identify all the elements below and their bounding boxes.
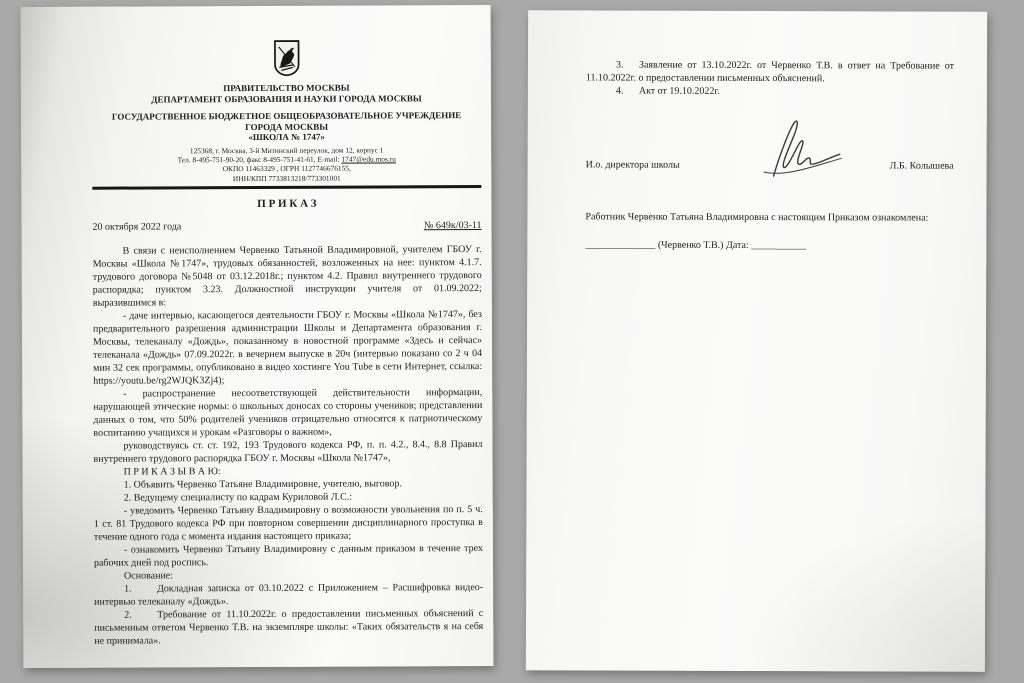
basis-item-4 [586, 84, 954, 98]
letterhead-inn-kpp: ИНН/КПП 7733813218/773301001 [232, 173, 341, 183]
basis-item-1 [94, 581, 483, 609]
letterhead-address: 125368, г. Москва, 3-й Митинский переулок, дом 12, корпус 1 [189, 144, 384, 155]
basis-item-4-number: 4. [615, 85, 624, 97]
document-page-1 [21, 5, 494, 668]
document-number: № 649к/03-11 [423, 219, 482, 231]
letterhead [92, 5, 482, 189]
signature-row [586, 159, 954, 171]
signatory-role: И.о. директора школы [585, 159, 680, 171]
document-date: 20 октября 2022 года [92, 220, 182, 233]
basis-item-3-text: Заявление от 13.10.2022г. от Червенко Т.В. в ответ на Требование от 11.10.2022г. о предоставлении письменных объяснений. [585, 59, 954, 85]
document-meta-row [92, 220, 481, 233]
letterhead-government-line1: ПРАВИТЕЛЬСТВО МОСКВЫ [223, 82, 350, 94]
paragraph-familiarize: - ознакомить Червенко Татьяну Владимировну с данным приказом в течение трех рабочих дней под роспись. [93, 542, 483, 569]
paragraph-preamble: В связи с неисполнением Червенко Татьяной Владимировной, учителем ГБОУ г. Москвы «Школа №1747», трудовых обязанностей, возложенных на нее: пунктом 4.1.7. трудового договора №5048 от 03.12.2018г.; пунктом 4.2. Правил внутреннего трудового распорядка; пунктом 3.23. Должностной инструкции учителя от 01.09.2022; выразившимся в: [92, 243, 482, 309]
paragraph-order-item-2: 2. Ведущему специалисту по кадрам Куриловой Л.С.: [123, 491, 353, 504]
letterhead-email: 1747@edu.mos.ru [341, 154, 396, 164]
basis-list-continued [586, 10, 954, 98]
basis-item-2-text: Требование от 11.10.2022г. о предоставлении письменных объяснений с письменным ответом Червенко Т.В. на экземпляре школы: «Таких обязательств я на себя не принимала». [94, 607, 484, 647]
letterhead-phone-fax: Тел. 8-495-751-90-20, факс 8-495-751-41-61, E-mail: [177, 154, 342, 165]
letterhead-org-line2: ГОРОДА МОСКВЫ [245, 121, 329, 132]
page-1-content [92, 5, 484, 647]
basis-item-3-number: 3. [615, 59, 624, 71]
moscow-coat-of-arms-icon [92, 39, 481, 81]
handwritten-signature [746, 114, 846, 184]
letterhead-divider [92, 185, 481, 189]
signatory-name: Л.Б. Колышева [889, 160, 954, 172]
paragraph-legal-grounds: руководствуясь ст. ст. 192, 193 Трудового кодекса РФ, п. п. 4.2., 8.4., 8.8 Правил внутреннего трудового распорядка ГБОУ г. Москвы «Школа №1747», [93, 438, 483, 465]
order-body [93, 243, 484, 648]
basis-item-2 [94, 607, 483, 648]
paragraph-order-item-1: 1. Объявить Червенко Татьяне Владимировне, учителю, выговор. [123, 477, 402, 491]
letterhead-school-name: «ШКОЛА № 1747» [248, 131, 325, 143]
letterhead-government-line2: ДЕПАРТАМЕНТ ОБРАЗОВАНИЯ И НАУКИ ГОРОДА МОСКВЫ [151, 93, 422, 105]
paragraph-notify-dismissal: - уведомить Червенко Татьяну Владимировну о возможности увольнения по п. 5 ч. 1 ст. 81 Трудового кодекса РФ при повторном совершении дисциплинарного проступка в течение одного года с момента издания настоящего приказа; [93, 503, 483, 543]
basis-item-1-number: 1. [124, 583, 132, 595]
basis-label: Основание: [124, 569, 174, 582]
acknowledgement-sign-line: ______________ (Червенко Т.В.) Дата: ___________ [585, 239, 807, 252]
basis-item-4-text: Акт от 19.10.2022г. [638, 85, 720, 97]
basis-item-2-number: 2. [124, 609, 132, 621]
paragraph-order-keyword: П Р И К А З Ы В А Ю: [123, 465, 221, 478]
letterhead-okpo-ogrn: ОКПО 11463329 , ОГРН 1127746676155, [222, 163, 351, 174]
paragraph-interview: - даче интервью, касающегося деятельности ГБОУ г. Москвы «Школа №1747», без предварительного разрешения администрации Школы и Департамента образования г. Москвы, телеканалу «Дождь», показанному в новостной программе «Здесь и сейчас» телеканала «Дождь» 07.09.2022г. в вечернем выпуске в 20ч (интервью показано со 2 ч 04 мин 32 сек программы, опубликовано в видео хостинге You Tube в сети Интернет, ссылка: https://youtu.be/rg2WJQK3Zj4); [92, 308, 483, 387]
document-page-2 [526, 10, 987, 672]
page-2-content [585, 10, 954, 252]
basis-item-3 [586, 58, 954, 85]
paragraph-dissemination: - распространение несоответствующей действительности информации, нарушающей этические нормы: о школьных доносах со стороны учеников; представлении данных о том, что 50% родителей учеников отрицательно относятся к патриотическому воспитанию учащихся и урокам «Разговоры о важном», [93, 386, 483, 439]
document-title: П Р И К А З [257, 197, 317, 210]
basis-item-1-text: Докладная записка от 03.10.2022 с Приложением – Расшифровка видео-интервью телеканалу «Дождь». [94, 581, 484, 608]
letterhead-org-line1: ГОСУДАРСТВЕННОЕ БЮДЖЕТНОЕ ОБЩЕОБРАЗОВАТЕЛЬНОЕ УЧРЕЖДЕНИЕ [111, 110, 462, 122]
acknowledgement-text: Работник Червенко Татьяна Владимировна с настоящим Приказом ознакомлена: [585, 211, 929, 224]
